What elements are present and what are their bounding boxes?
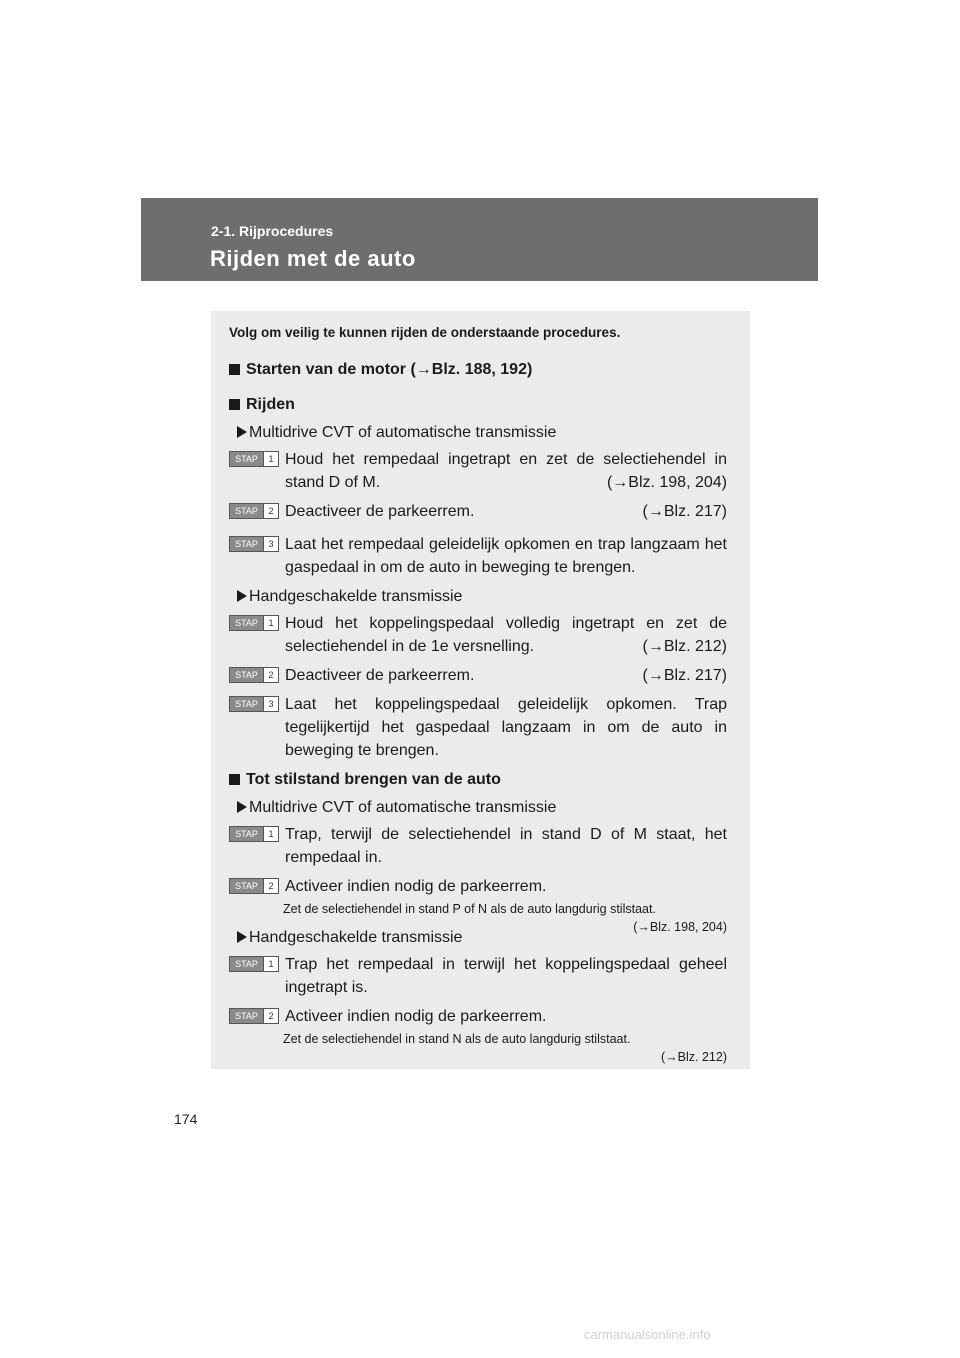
step-item: STAP 1 Houd het koppelingspedaal volledig ingetrapt en zet de selectiehendel in de 1e versnelling. (→Blz. 212) (229, 612, 727, 658)
triangle-bullet-icon (237, 426, 247, 438)
step-item: STAP 2 Activeer indien nodig de parkeerrem. (229, 1005, 727, 1028)
step-badge: STAP 1 (229, 826, 279, 842)
page-reference: (→Blz. 198, 204) (606, 474, 727, 491)
page-title: Rijden met de auto (210, 246, 416, 271)
step-item: STAP 3 Laat het koppelingspedaal geleidelijk opkomen. Trap tegelijkertijd het gaspedaal langzaam in om de auto in beweging te brengen. (229, 693, 727, 762)
step-badge: STAP 2 (229, 1008, 279, 1024)
step-item: STAP 1 Trap het rempedaal in terwijl het koppelingspedaal geheel ingetrapt is. (229, 953, 727, 999)
procedure-box (211, 311, 750, 1069)
heading-stopping: Tot stilstand brengen van de auto (229, 768, 727, 791)
heading-start-engine: Starten van de motor (→Blz. 188, 192) (229, 358, 727, 381)
triangle-bullet-icon (237, 931, 247, 943)
square-bullet-icon (229, 399, 240, 410)
page-reference: (→Blz. 217) (642, 667, 727, 684)
step-note: Zet de selectiehendel in stand N als de auto langdurig stilstaat. (→Blz. 212) (283, 1032, 727, 1064)
intro-text: Volg om veilig te kunnen rijden de onderstaande procedures. (229, 325, 621, 340)
step-badge: STAP 3 (229, 696, 279, 712)
procedure-content (229, 321, 727, 1066)
section-label: 2-1. Rijprocedures (211, 223, 334, 239)
step-note: Zet de selectiehendel in stand P of N als de auto langdurig stilstaat. (→Blz. 198, 204) (283, 902, 727, 934)
subheading-cvt: Multidrive CVT of automatische transmissie (229, 421, 727, 444)
step-badge: STAP 2 (229, 878, 279, 894)
step-item: STAP 3 Laat het rempedaal geleidelijk opkomen en trap langzaam het gaspedaal in om de auto in beweging te brengen. (229, 533, 727, 579)
heading-driving: Rijden (229, 393, 727, 416)
step-item: STAP 1 Trap, terwijl de selectiehendel in stand D of M staat, het rempedaal in. (229, 823, 727, 869)
step-item: STAP 2 Deactiveer de parkeerrem. (→Blz. 217) (229, 500, 727, 523)
step-badge: STAP 2 (229, 503, 279, 519)
square-bullet-icon (229, 774, 240, 785)
triangle-bullet-icon (237, 590, 247, 602)
triangle-bullet-icon (237, 801, 247, 813)
step-badge: STAP 1 (229, 451, 279, 467)
page-reference: (→Blz. 198, 204) (633, 920, 727, 934)
step-badge: STAP 1 (229, 615, 279, 631)
page-number: 174 (174, 1111, 198, 1127)
step-badge: STAP 1 (229, 956, 279, 972)
step-badge: STAP 3 (229, 536, 279, 552)
page-reference: (→Blz. 217) (642, 503, 727, 520)
step-item: STAP 1 Houd het rempedaal ingetrapt en zet de selectiehendel in stand D of M. (→Blz. 198, 204) (229, 448, 727, 494)
square-bullet-icon (229, 364, 240, 375)
page-reference: (→Blz. 212) (642, 638, 727, 655)
subheading-manual: Handgeschakelde transmissie (229, 585, 727, 608)
step-item: STAP 2 Deactiveer de parkeerrem. (→Blz. 217) (229, 664, 727, 687)
step-item: STAP 2 Activeer indien nodig de parkeerrem. (229, 875, 727, 898)
step-badge: STAP 2 (229, 667, 279, 683)
footer-watermark[interactable]: carmanualsonline.info (584, 1327, 711, 1342)
chapter-header (141, 198, 818, 281)
page-reference: (→Blz. 212) (661, 1050, 727, 1064)
subheading-manual: Handgeschakelde transmissie (229, 926, 633, 949)
subheading-cvt: Multidrive CVT of automatische transmissie (229, 796, 727, 819)
